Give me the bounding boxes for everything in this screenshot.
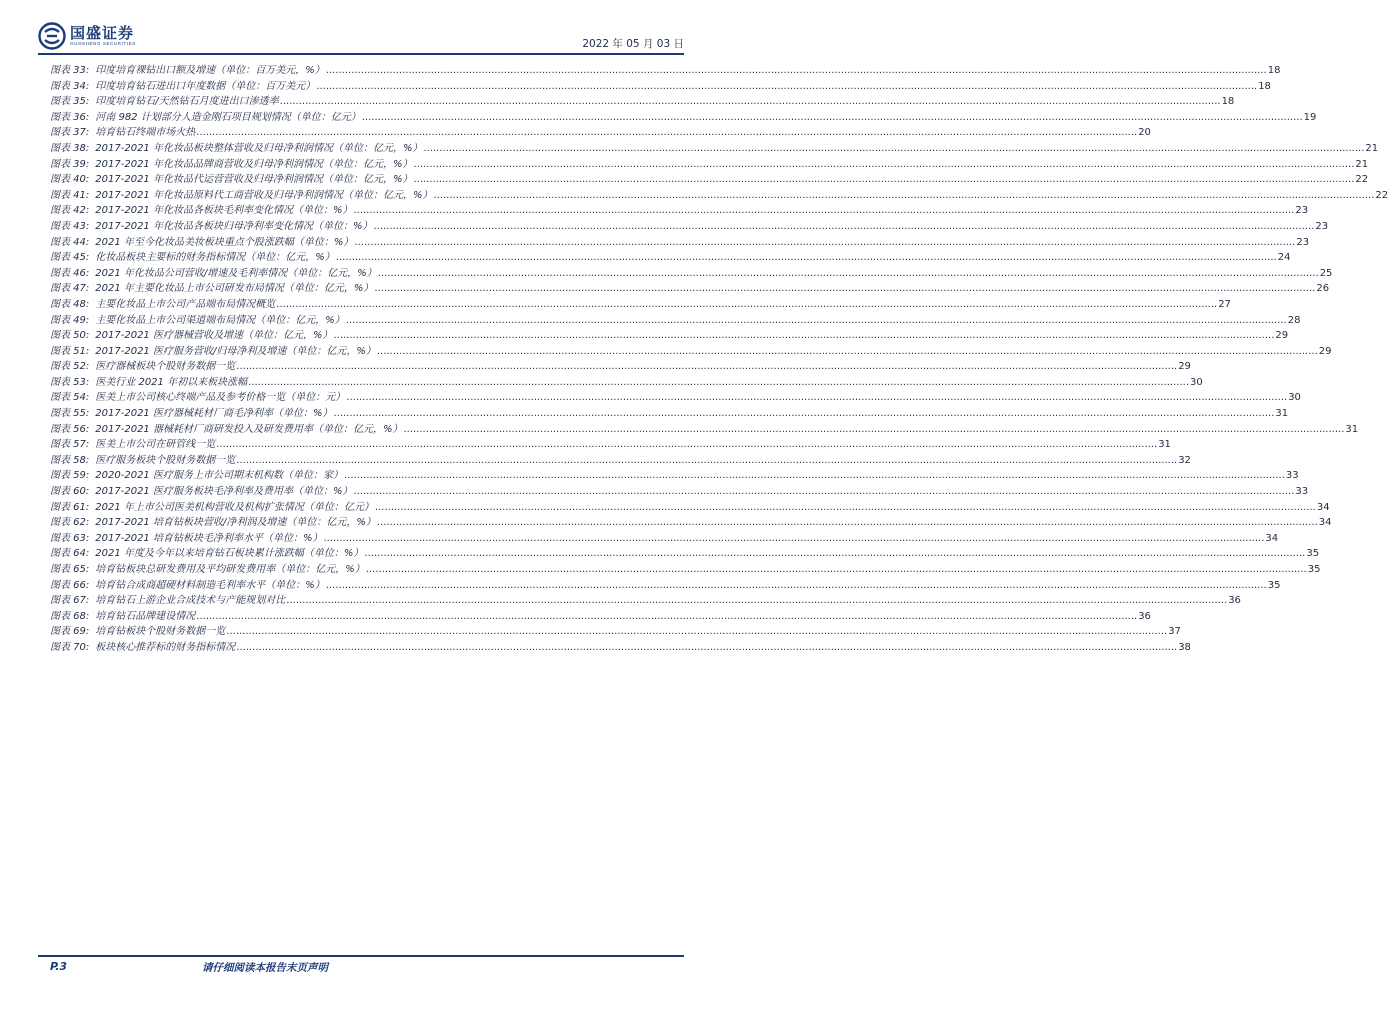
figure-page-number: 38 xyxy=(1178,641,1191,653)
figure-title: 医美行业 2021 年初以来板块涨幅 xyxy=(95,376,248,388)
toc-entry[interactable] xyxy=(50,624,1181,640)
figure-page-number: 31 xyxy=(1158,439,1171,451)
dot-leader xyxy=(354,235,1295,251)
figure-title: 培育钻板块个股财务数据一览 xyxy=(95,626,226,638)
dot-leader xyxy=(413,172,1354,188)
toc-entry[interactable] xyxy=(50,110,1317,126)
figure-page-number: 35 xyxy=(1307,564,1321,575)
figure-title: 2017-2021 年化妆品板块整体营收及归母净利润情况（单位：亿元，%） xyxy=(95,142,423,154)
figure-page-number: 34 xyxy=(1316,501,1330,513)
toc-entry[interactable] xyxy=(50,406,1289,422)
figure-title: 医美上市公司核心终端产品及参考价格一览（单位：元） xyxy=(95,392,346,404)
figure-page-number: 34 xyxy=(1318,517,1332,529)
figure-title: 2021 年至今化妆品美妆板块重点个股涨跌幅（单位：%） xyxy=(95,236,354,248)
dot-leader xyxy=(316,79,1257,95)
figure-page-number: 20 xyxy=(1138,127,1151,139)
dot-leader xyxy=(326,578,1267,594)
figure-number: 图表 57: xyxy=(50,439,90,451)
toc-entry[interactable] xyxy=(50,500,1330,516)
dot-leader xyxy=(403,422,1344,438)
figure-number: 图表 36: xyxy=(50,111,90,123)
figure-number: 图表 37: xyxy=(50,127,90,139)
figure-number: 图表 52: xyxy=(50,361,90,373)
toc-entry[interactable] xyxy=(50,375,1203,391)
toc-entry[interactable] xyxy=(50,578,1281,594)
figure-number: 图表 50: xyxy=(50,330,90,342)
toc-entry[interactable] xyxy=(50,359,1191,375)
figure-page-number: 33 xyxy=(1295,486,1309,498)
toc-entry[interactable] xyxy=(50,203,1309,219)
figure-page-number: 37 xyxy=(1168,626,1181,638)
toc-entry[interactable] xyxy=(50,281,1330,297)
logo-name: 国盛证券 xyxy=(70,24,135,42)
dot-leader xyxy=(375,500,1316,516)
figure-number: 图表 59: xyxy=(50,470,90,482)
figure-title: 2017-2021 医疗器械营收及增速（单位：亿元，%） xyxy=(95,330,333,342)
figure-title: 医疗器械板块个股财务数据一览 xyxy=(95,361,236,373)
disclaimer-note: 请仔细阅读本报告末页声明 xyxy=(202,962,328,974)
dot-leader xyxy=(423,141,1364,157)
figure-number: 图表 66: xyxy=(50,579,90,591)
dot-leader xyxy=(377,515,1318,531)
figure-number: 图表 55: xyxy=(50,408,90,420)
toc-entry[interactable] xyxy=(50,79,1271,95)
toc-entry[interactable] xyxy=(50,344,1332,360)
figure-title: 医疗服务板块个股财务数据一览 xyxy=(95,454,236,466)
figure-number: 图表 63: xyxy=(50,532,90,544)
dot-leader xyxy=(323,531,1264,547)
figure-number: 图表 41: xyxy=(50,189,90,201)
figure-number: 图表 45: xyxy=(50,252,90,264)
figure-number: 图表 38: xyxy=(50,142,90,154)
dot-leader xyxy=(276,297,1217,313)
figure-number: 图表 42: xyxy=(50,205,90,217)
toc-entry[interactable] xyxy=(50,328,1289,344)
dot-leader xyxy=(196,125,1137,141)
figure-number: 图表 44: xyxy=(50,236,90,248)
figure-page-number: 24 xyxy=(1277,252,1291,264)
toc-entry[interactable] xyxy=(50,390,1301,406)
dot-leader xyxy=(280,94,1221,110)
figure-title: 主要化妆品上市公司产品端布局情况概览 xyxy=(95,298,276,310)
dot-leader xyxy=(377,344,1318,360)
dot-leader xyxy=(326,63,1267,79)
dot-leader xyxy=(236,640,1177,656)
figure-title: 板块核心推荐标的财务指标情况 xyxy=(95,641,236,653)
figure-page-number: 32 xyxy=(1178,454,1191,466)
page-header xyxy=(0,0,724,60)
figure-page-number: 29 xyxy=(1318,345,1332,357)
dot-leader xyxy=(378,266,1319,282)
figure-page-number: 35 xyxy=(1306,548,1320,560)
toc-entry[interactable] xyxy=(50,235,1310,251)
figure-page-number: 31 xyxy=(1275,408,1289,420)
dot-leader xyxy=(374,281,1315,297)
figure-page-number: 25 xyxy=(1319,267,1333,279)
toc-entry[interactable] xyxy=(50,609,1151,625)
dot-leader xyxy=(236,453,1177,469)
figure-title: 2021 年上市公司医美机构营收及机构扩张情况（单位：亿元） xyxy=(95,501,374,513)
figure-page-number: 21 xyxy=(1355,158,1369,170)
figure-page-number: 23 xyxy=(1295,205,1309,217)
figure-title: 培育钻石上游企业合成技术与产能规划对比 xyxy=(95,595,286,607)
figure-title: 印度培育钻石进出口年度数据（单位：百万美元） xyxy=(95,80,316,92)
dot-leader xyxy=(333,406,1274,422)
figure-title: 2017-2021 医疗器械耗材厂商毛净利率（单位：%） xyxy=(95,408,333,420)
figure-page-number: 36 xyxy=(1228,595,1241,607)
toc-entry[interactable] xyxy=(50,157,1369,173)
figure-page-number: 35 xyxy=(1267,579,1281,591)
figure-page-number: 33 xyxy=(1285,470,1299,482)
figure-number: 图表 53: xyxy=(50,376,90,388)
toc-entry[interactable] xyxy=(50,188,1388,204)
figure-number: 图表 49: xyxy=(50,314,90,326)
footer-divider xyxy=(38,955,684,957)
toc-entry[interactable] xyxy=(50,141,1379,157)
figure-page-number: 23 xyxy=(1296,236,1310,248)
figure-page-number: 29 xyxy=(1178,361,1191,373)
figure-title: 印度培育钻石/天然钻石月度进出口渗透率 xyxy=(95,96,279,108)
figure-number: 图表 61: xyxy=(50,501,90,513)
dot-leader xyxy=(362,110,1303,126)
dot-leader xyxy=(353,484,1294,500)
figure-page-number: 34 xyxy=(1265,532,1279,544)
figure-title: 2021 年主要化妆品上市公司研发布局情况（单位：亿元，%） xyxy=(95,283,374,295)
dot-leader xyxy=(226,624,1167,640)
dot-leader xyxy=(364,546,1305,562)
figure-title: 2017-2021 培育钻板块毛净利率水平（单位：%） xyxy=(95,532,323,544)
figure-title: 培育钻合成商超硬材料制造毛利率水平（单位：%） xyxy=(95,579,325,591)
dot-leader xyxy=(373,219,1314,235)
figure-page-number: 28 xyxy=(1287,314,1301,326)
guosheng-logo-icon xyxy=(38,22,66,50)
figure-page-number: 21 xyxy=(1365,142,1379,154)
figure-title: 2017-2021 年化妆品代运营营收及归母净利润情况（单位：亿元，%） xyxy=(95,174,413,186)
toc-entry[interactable] xyxy=(50,546,1320,562)
toc-entry[interactable] xyxy=(50,468,1299,484)
figure-number: 图表 46: xyxy=(50,267,90,279)
figure-number: 图表 60: xyxy=(50,486,90,498)
figure-title: 培育钻板块总研发费用及平均研发费用率（单位：亿元，%） xyxy=(95,564,365,575)
figure-page-number: 19 xyxy=(1303,111,1317,123)
toc-entry[interactable] xyxy=(50,453,1191,469)
figure-number: 图表 70: xyxy=(50,641,90,653)
figure-page-number: 31 xyxy=(1345,423,1359,435)
toc-entry[interactable] xyxy=(50,515,1332,531)
figure-number: 图表 58: xyxy=(50,454,90,466)
figure-number: 图表 62: xyxy=(50,517,90,529)
toc-entry[interactable] xyxy=(50,63,1281,79)
figure-page-number: 18 xyxy=(1221,96,1235,108)
figure-title: 2021 年度及今年以来培育钻石板块累计涨跌幅（单位：%） xyxy=(95,548,364,560)
dot-leader xyxy=(286,593,1227,609)
figure-title: 2020-2021 医疗服务上市公司期末机构数（单位：家） xyxy=(95,470,343,482)
toc-entry[interactable] xyxy=(50,593,1241,609)
figure-page-number: 26 xyxy=(1316,283,1330,295)
figure-page-number: 22 xyxy=(1355,174,1369,186)
toc-entry[interactable] xyxy=(50,640,1191,656)
figure-title: 2021 年化妆品公司营收/增速及毛利率情况（单位：亿元，%） xyxy=(95,267,377,279)
figure-number: 图表 39: xyxy=(50,158,90,170)
toc-entry[interactable] xyxy=(50,172,1369,188)
toc-entry[interactable] xyxy=(50,250,1291,266)
dot-leader xyxy=(353,203,1294,219)
toc-entry[interactable] xyxy=(50,125,1151,141)
figure-number: 图表 68: xyxy=(50,610,90,622)
header-divider xyxy=(38,53,684,55)
dot-leader xyxy=(433,188,1374,204)
toc-entry[interactable] xyxy=(50,266,1333,282)
dot-leader xyxy=(346,390,1287,406)
toc-entry[interactable] xyxy=(50,313,1301,329)
dot-leader xyxy=(196,609,1137,625)
figure-title: 培育钻石终端市场火热 xyxy=(95,127,196,139)
figure-title: 2017-2021 年化妆品各板块归母净利率变化情况（单位：%） xyxy=(95,220,373,232)
toc-entry[interactable] xyxy=(50,219,1329,235)
figure-page-number: 22 xyxy=(1375,189,1388,201)
figure-number: 图表 65: xyxy=(50,564,90,575)
toc-entry[interactable] xyxy=(50,94,1235,110)
figure-title: 印度培育裸钻出口额及增速（单位：百万美元，%） xyxy=(95,65,325,76)
dot-leader xyxy=(346,313,1287,329)
logo-english-name: GUOSHENG SECURITIES xyxy=(70,41,136,46)
figure-number: 图表 35: xyxy=(50,96,90,108)
figure-number: 图表 51: xyxy=(50,345,90,357)
dot-leader xyxy=(248,375,1189,391)
dot-leader xyxy=(344,468,1285,484)
dot-leader xyxy=(333,328,1274,344)
figure-page-number: 30 xyxy=(1190,376,1203,388)
dot-leader xyxy=(216,437,1157,453)
dot-leader xyxy=(336,250,1277,266)
figure-page-number: 30 xyxy=(1288,392,1301,404)
toc-entry[interactable] xyxy=(50,531,1279,547)
figure-page-number: 18 xyxy=(1267,65,1281,76)
toc-entry[interactable] xyxy=(50,437,1171,453)
figure-title: 河南 982 计划部分人造金刚石项目规划情况（单位：亿元） xyxy=(95,111,361,123)
figure-page-number: 18 xyxy=(1258,80,1271,92)
dot-leader xyxy=(236,359,1177,375)
figure-page-number: 36 xyxy=(1138,610,1151,622)
toc-entry[interactable] xyxy=(50,422,1359,438)
figure-page-number: 29 xyxy=(1275,330,1289,342)
figure-title: 2017-2021 医疗服务营收/归母净利及增速（单位：亿元，%） xyxy=(95,345,376,357)
figure-title: 主要化妆品上市公司渠道端布局情况（单位：亿元，%） xyxy=(95,314,345,326)
figure-number: 图表 43: xyxy=(50,220,90,232)
page-number: P.3 xyxy=(50,960,68,973)
figure-title: 培育钻石品牌建设情况 xyxy=(95,610,196,622)
report-date: 2022 年 05 月 03 日 xyxy=(582,38,684,50)
figure-title: 医美上市公司在研管线一览 xyxy=(95,439,216,451)
figure-title: 2017-2021 年化妆品原料代工商营收及归母净利润情况（单位：亿元，%） xyxy=(95,189,433,201)
figure-number: 图表 40: xyxy=(50,174,90,186)
figure-title: 2017-2021 年化妆品品牌商营收及归母净利润情况（单位：亿元，%） xyxy=(95,158,413,170)
figure-title: 2017-2021 年化妆品各板块毛利率变化情况（单位：%） xyxy=(95,205,353,217)
figure-number: 图表 69: xyxy=(50,626,90,638)
figure-number: 图表 33: xyxy=(50,65,90,76)
figure-page-number: 23 xyxy=(1315,220,1329,232)
figure-title: 2017-2021 培育钻板块营收/净利润及增速（单位：亿元，%） xyxy=(95,517,376,529)
figure-title: 2017-2021 器械耗材厂商研发投入及研发费用率（单位：亿元，%） xyxy=(95,423,403,435)
figure-number: 图表 48: xyxy=(50,298,90,310)
figure-title: 2017-2021 医疗服务板块毛净利率及费用率（单位：%） xyxy=(95,486,353,498)
figure-number: 图表 56: xyxy=(50,423,90,435)
dot-leader xyxy=(413,157,1354,173)
toc-entry[interactable] xyxy=(50,562,1321,578)
toc-entry[interactable] xyxy=(50,484,1309,500)
company-logo xyxy=(38,22,136,50)
figure-number: 图表 67: xyxy=(50,595,90,607)
figure-title: 化妆品板块主要标的财务指标情况（单位：亿元，%） xyxy=(95,252,335,264)
dot-leader xyxy=(366,562,1307,578)
figure-page-number: 27 xyxy=(1218,298,1231,310)
figure-number: 图表 34: xyxy=(50,80,90,92)
figure-number: 图表 64: xyxy=(50,548,90,560)
figure-index-list xyxy=(50,63,1388,656)
toc-entry[interactable] xyxy=(50,297,1231,313)
figure-number: 图表 54: xyxy=(50,392,90,404)
figure-number: 图表 47: xyxy=(50,283,90,295)
